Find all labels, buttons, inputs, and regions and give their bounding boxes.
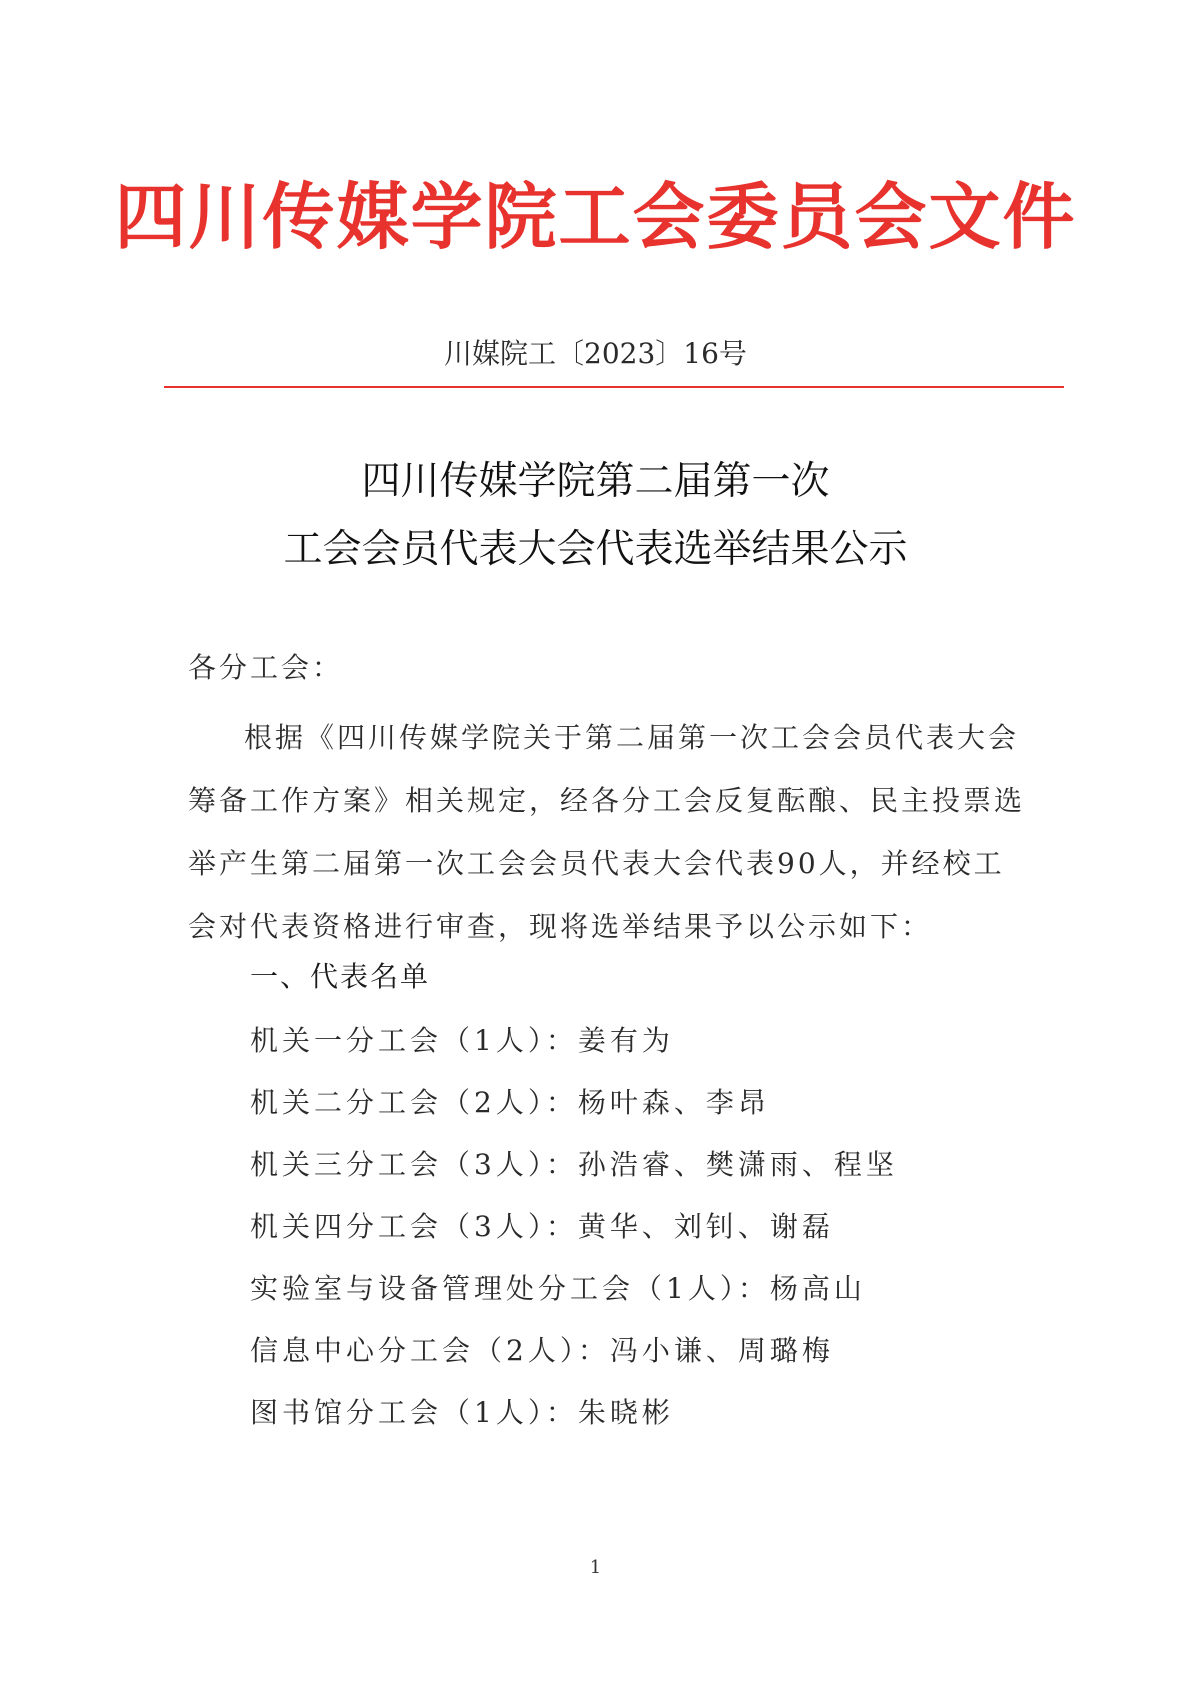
document-number: 川媒院工〔2023〕16号 xyxy=(444,337,747,370)
list-item: 机关四分工会（3人）：黄华、刘钊、谢磊 xyxy=(250,1210,834,1243)
page-number: 1 xyxy=(589,1557,602,1578)
issuer-header-title: 四川传媒学院工会委员会文件 xyxy=(114,175,1077,259)
list-item: 机关三分工会（3人）：孙浩睿、樊潇雨、程坚 xyxy=(250,1148,898,1181)
representative-list xyxy=(250,1010,898,1444)
document-title-line-2: 工会会员代表大会代表选举结果公示 xyxy=(283,527,908,572)
list-item: 机关一分工会（1人）：姜有为 xyxy=(250,1024,674,1057)
salutation: 各分工会： xyxy=(188,651,344,684)
list-item: 机关二分工会（2人）：杨叶森、李昂 xyxy=(250,1086,770,1119)
document-title-line-1: 四川传媒学院第二届第一次 xyxy=(361,459,830,504)
body-paragraph: 根据《四川传媒学院关于第二届第一次工会会员代表大会筹备工作方案》相关规定，经各分工会反复酝酿、民主投票选举产生第二届第一次工会会员代表大会代表90人，并经校工会对代表资格进行审查，现将选举结果予以公示如下： xyxy=(188,721,1026,943)
red-divider-rule xyxy=(164,386,1064,388)
list-item: 图书馆分工会（1人）：朱晓彬 xyxy=(250,1396,674,1429)
list-item: 实验室与设备管理处分工会（1人）：杨高山 xyxy=(250,1272,866,1305)
section-heading-representatives: 一、代表名单 xyxy=(250,960,431,993)
list-item: 信息中心分工会（2人）：冯小谦、周璐梅 xyxy=(250,1334,834,1367)
